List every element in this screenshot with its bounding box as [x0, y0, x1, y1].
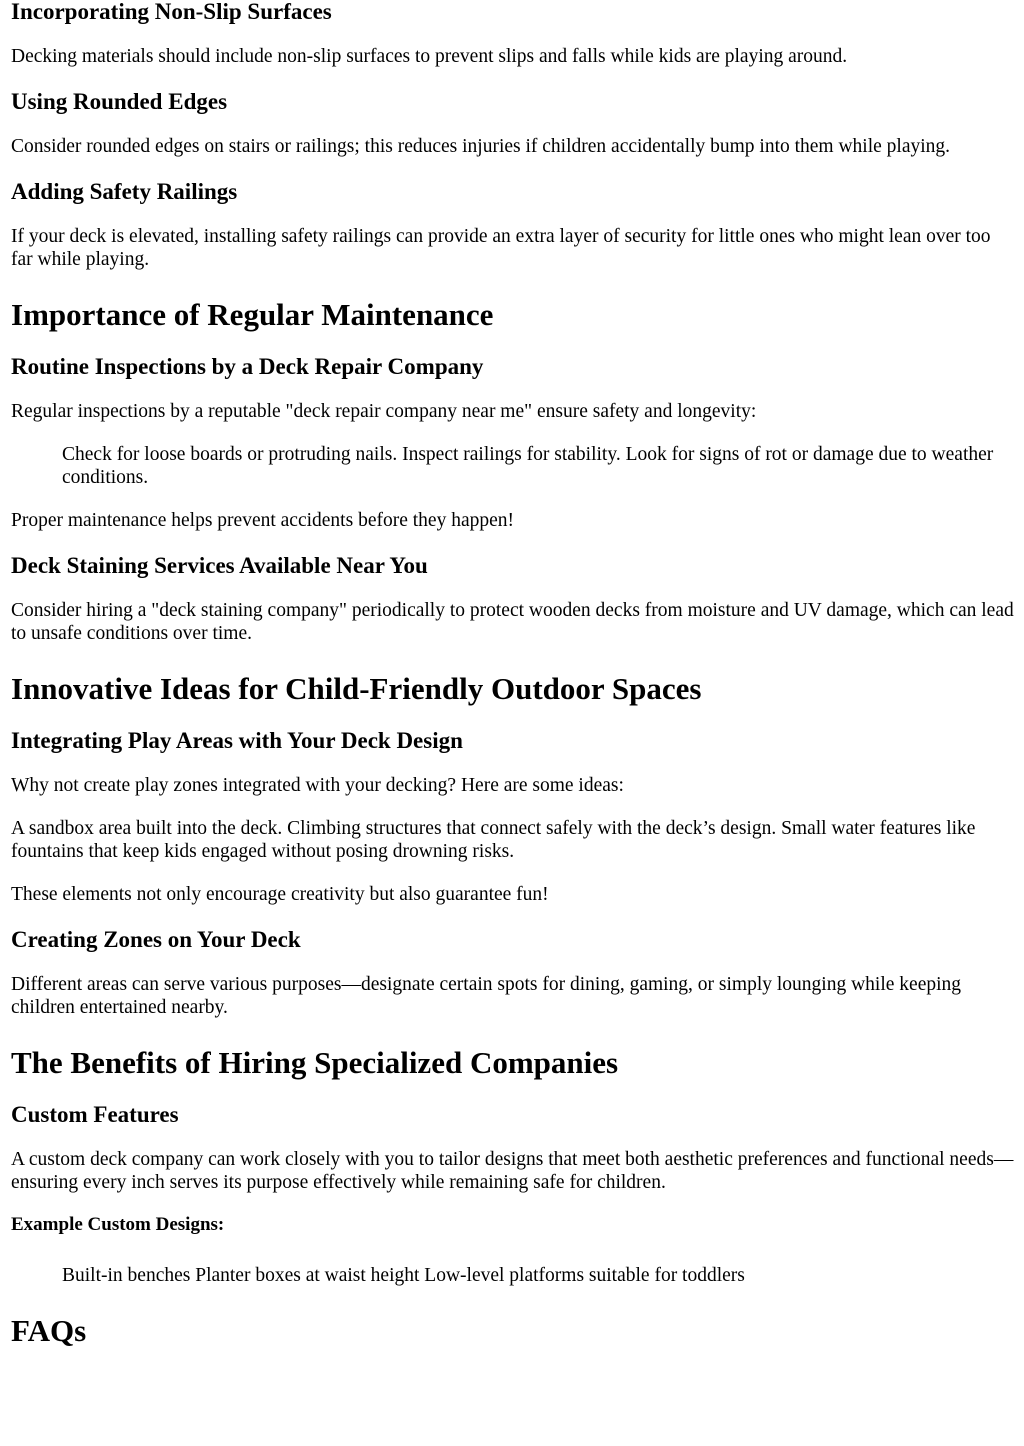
paragraph-play-intro: Why not create play zones integrated with your decking? Here are some ideas: [11, 775, 624, 796]
list-example-designs: Built-in benches Planter boxes at waist height Low-level platforms suitable for toddlers [62, 1265, 745, 1286]
heading-innovative-ideas: Innovative Ideas for Child-Friendly Outdoor Spaces [11, 671, 702, 706]
paragraph-play-list: A sandbox area built into the deck. Climbing structures that connect safely with the deck’s design. Small water features like fountains that keep kids engaged without posing drowning risks. [11, 818, 976, 862]
heading-nonslip: Incorporating Non-Slip Surfaces [11, 0, 332, 24]
paragraph-play-outro: These elements not only encourage creativity but also guarantee fun! [11, 884, 549, 905]
heading-play-areas: Integrating Play Areas with Your Deck Design [11, 728, 463, 753]
heading-rounded-edges: Using Rounded Edges [11, 89, 228, 114]
paragraph-safety-railings: If your deck is elevated, installing safety railings can provide an extra layer of security for little ones who might lean over too far while playing. [11, 226, 991, 270]
heading-regular-maintenance: Importance of Regular Maintenance [11, 297, 494, 332]
heading-safety-railings: Adding Safety Railings [11, 179, 238, 204]
heading-creating-zones: Creating Zones on Your Deck [11, 927, 301, 952]
heading-faqs: FAQs [11, 1313, 87, 1348]
paragraph-inspections-outro: Proper maintenance helps prevent accidents before they happen! [11, 510, 514, 531]
heading-benefits: The Benefits of Hiring Specialized Companies [11, 1045, 619, 1080]
paragraph-rounded-edges: Consider rounded edges on stairs or railings; this reduces injuries if children accidentally bump into them while playing. [11, 136, 951, 157]
list-inspections: Check for loose boards or protruding nails. Inspect railings for stability. Look for signs of rot or damage due to weather conditions. [62, 444, 994, 488]
heading-example-designs: Example Custom Designs: [11, 1214, 225, 1235]
paragraph-creating-zones: Different areas can serve various purposes—designate certain spots for dining, gaming, or simply lounging while keeping children entertained nearby. [11, 974, 962, 1018]
heading-routine-inspections: Routine Inspections by a Deck Repair Company [11, 354, 484, 379]
paragraph-custom-features: A custom deck company can work closely with you to tailor designs that meet both aesthetic preferences and functional needs—ensuring every inch serves its purpose effectively while remaining safe for children. [11, 1149, 1014, 1193]
heading-deck-staining: Deck Staining Services Available Near You [11, 553, 428, 578]
heading-custom-features: Custom Features [11, 1102, 179, 1127]
paragraph-deck-staining: Consider hiring a "deck staining company" periodically to protect wooden decks from moisture and UV damage, which can lead to unsafe conditions over time. [11, 600, 1014, 644]
paragraph-nonslip: Decking materials should include non-slip surfaces to prevent slips and falls while kids are playing around. [11, 46, 848, 67]
paragraph-inspections-intro: Regular inspections by a reputable "deck repair company near me" ensure safety and longevity: [11, 401, 757, 422]
